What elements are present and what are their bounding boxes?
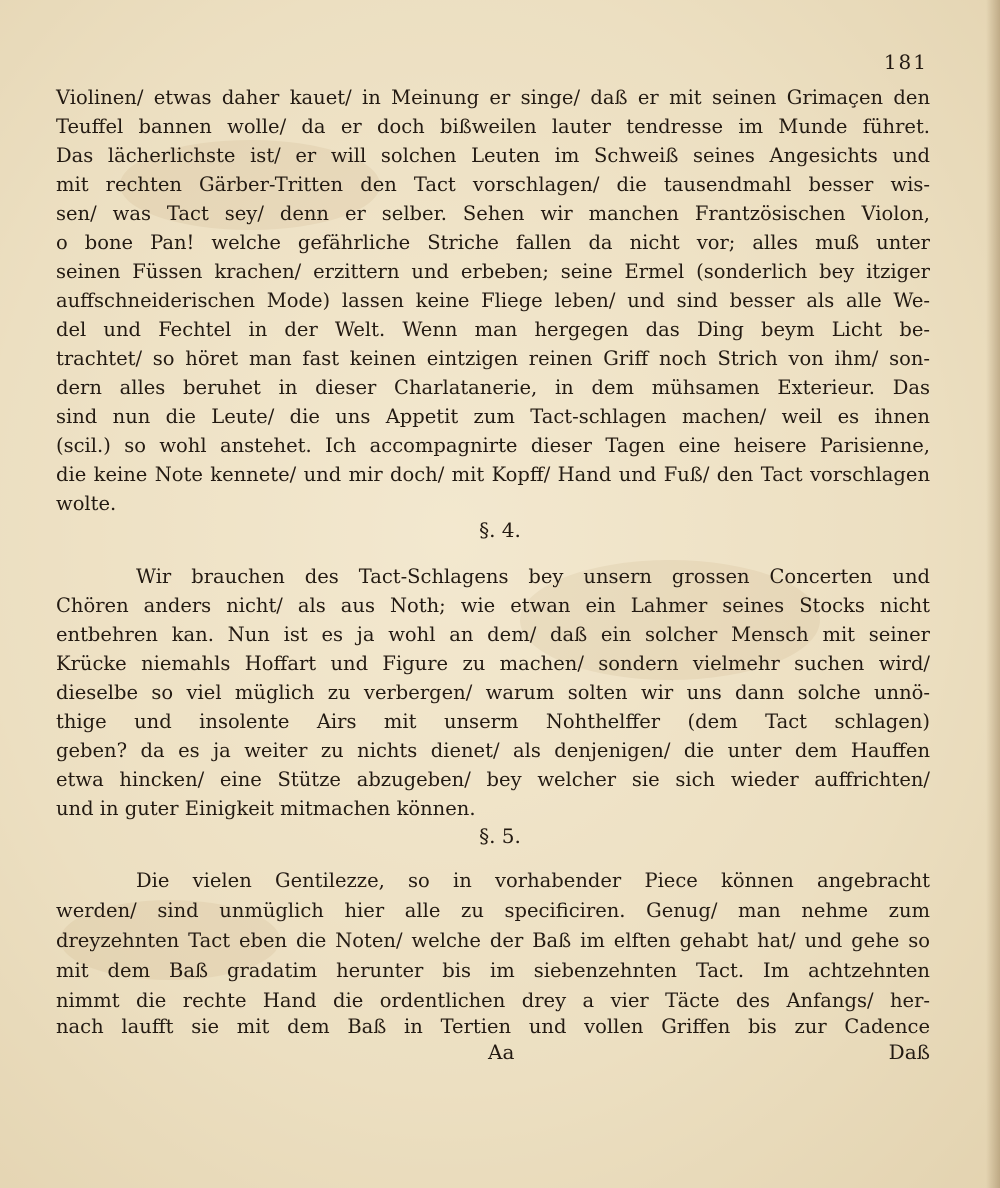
text-line: seinen Füssen krachen/ erzittern und erbeben; seine Ermel (sonderlich bey itziger [56,260,930,283]
text-line: dieselbe so viel müglich zu verbergen/ warum solten wir uns dann solche unnö- [56,681,930,704]
section-heading: §. 5. [479,824,521,848]
text-line: Wir brauchen des Tact-Schlagens bey unsern grossen Concerten und [136,565,930,588]
text-line: thige und insolente Airs mit unserm Nohthelffer (dem Tact schlagen) [56,710,930,733]
text-line: die keine Note kennete/ und mir doch/ mit Kopff/ Hand und Fuß/ den Tact vorschlagen [56,463,930,486]
text-line: mit rechten Gärber-Tritten den Tact vorschlagen/ die tausendmahl besser wis- [56,173,930,196]
text-line: mit dem Baß gradatim herunter bis im siebenzehnten Tact. Im achtzehnten [56,959,930,982]
text-line: Teuffel bannen wolle/ da er doch bißweilen lauter tendresse im Munde führet. [56,115,930,138]
text-line: (scil.) so wohl anstehet. Ich accompagnirte dieser Tagen eine heisere Parisienne, [56,434,930,457]
signature-mark: Aa [488,1040,515,1064]
text-line: nimmt die rechte Hand die ordentlichen drey a vier Täcte des Anfangs/ her- [56,989,930,1012]
page-edge-shadow [986,0,1000,1188]
text-line: sen/ was Tact sey/ denn er selber. Sehen wir manchen Frantzösischen Violon, [56,202,930,225]
text-line: dern alles beruhet in dieser Charlatanerie, in dem mühsamen Exterieur. Das [56,376,930,399]
text-line: auffschneiderischen Mode) lassen keine Fliege leben/ und sind besser als alle We- [56,289,930,312]
text-line: Das lächerlichste ist/ er will solchen Leuten im Schweiß seines Angesichts und [56,144,930,167]
text-line: sind nun die Leute/ die uns Appetit zum Tact-schlagen machen/ weil es ihnen [56,405,930,428]
text-line: Die vielen Gentilezze, so in vorhabender Piece können angebracht [136,869,930,892]
text-line: Chören anders nicht/ als aus Noth; wie etwan ein Lahmer seines Stocks nicht [56,594,930,617]
text-line: etwa hincken/ eine Stütze abzugeben/ bey welcher sie sich wieder auffrichten/ [56,768,930,791]
text-line: geben? da es ja weiter zu nichts dienet/ als denjenigen/ die unter dem Hauffen [56,739,930,762]
text-line: und in guter Einigkeit mitmachen können. [56,797,476,820]
text-line: del und Fechtel in der Welt. Wenn man hergegen das Ding beym Licht be- [56,318,930,341]
text-line: entbehren kan. Nun ist es ja wohl an dem/ daß ein solcher Mensch mit seiner [56,623,930,646]
text-line: Violinen/ etwas daher kauet/ in Meinung er singe/ daß er mit seinen Grimaçen den [56,86,930,109]
text-line: Krücke niemahls Hoffart und Figure zu machen/ sondern vielmehr suchen wird/ [56,652,930,675]
text-line: trachtet/ so höret man fast keinen eintzigen reinen Griff noch Strich von ihm/ son- [56,347,930,370]
page-number: 181 [883,50,928,74]
text-line: werden/ sind unmüglich hier alle zu specificiren. Genug/ man nehme zum [56,899,930,922]
text-line: nach laufft sie mit dem Baß in Tertien und vollen Griffen bis zur Cadence [56,1015,930,1038]
catchword: Daß [888,1040,930,1064]
text-line: o bone Pan! welche gefährliche Striche fallen da nicht vor; alles muß unter [56,231,930,254]
text-line: dreyzehnten Tact eben die Noten/ welche der Baß im elften gehabt hat/ und gehe so [56,929,930,952]
section-heading: §. 4. [479,518,521,542]
text-line: wolte. [56,492,117,515]
